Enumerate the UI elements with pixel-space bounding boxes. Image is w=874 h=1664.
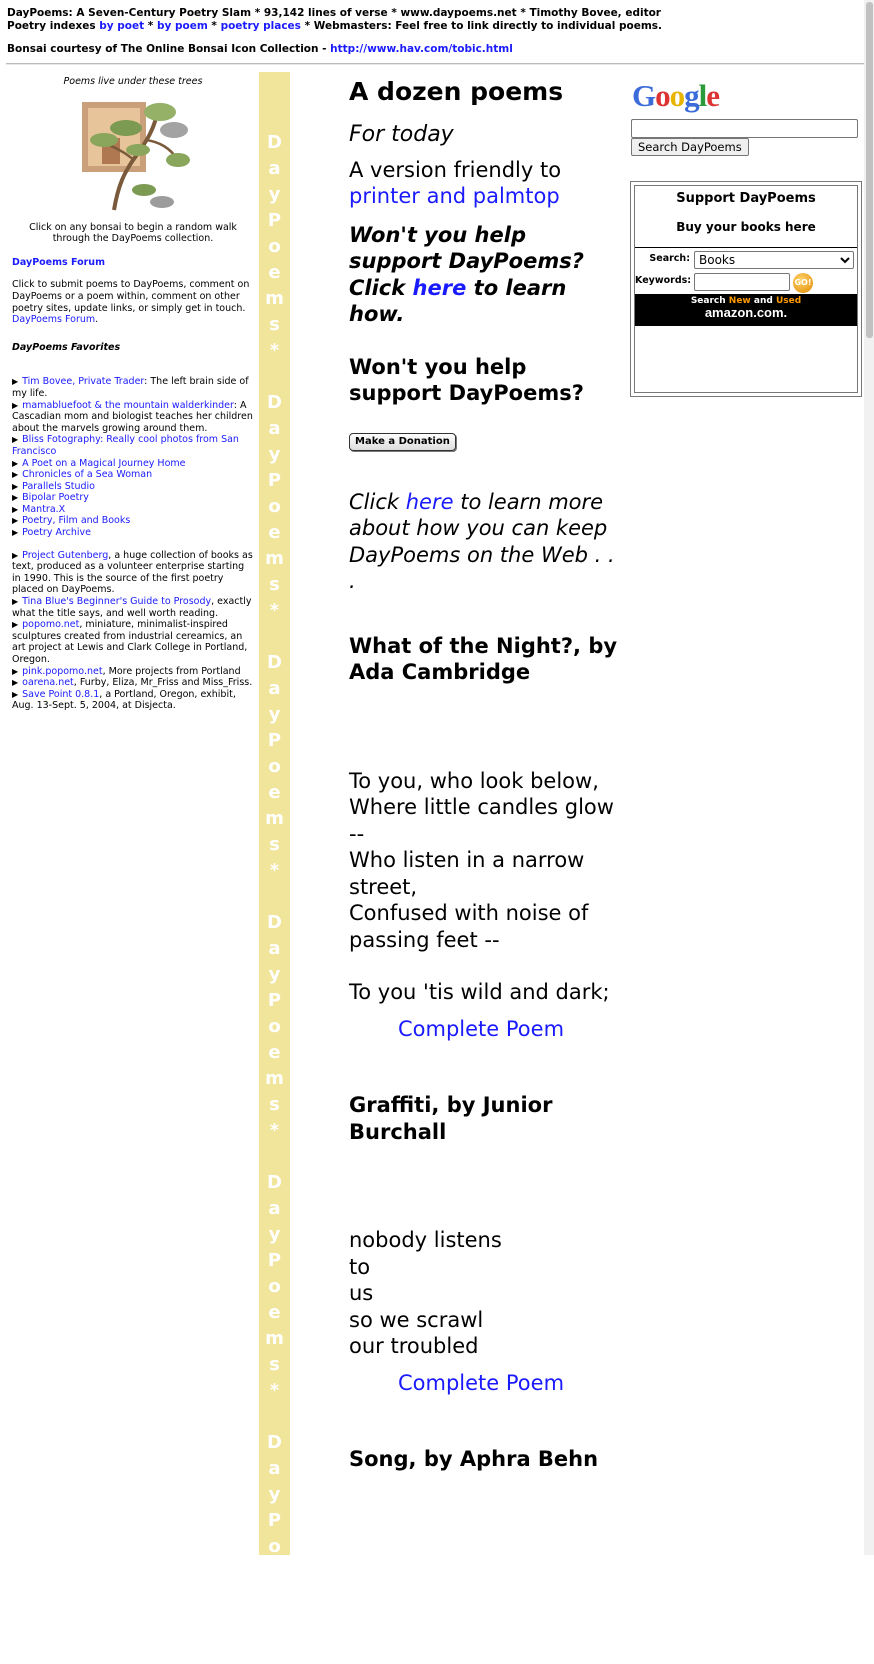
header-divider	[6, 63, 864, 65]
poem-line: To you 'tis wild and dark;	[349, 980, 610, 1004]
link-list-item	[12, 400, 254, 435]
sidebar-link-description: : A Cascadian mom and biologist teaches her children about the marvels growing around them.	[12, 399, 253, 434]
complete-poem-link[interactable]: Complete Poem	[398, 1016, 565, 1041]
complete-poem-link[interactable]: Complete Poem	[398, 1370, 565, 1395]
strip-letter: o	[268, 1016, 281, 1037]
bullet-arrow-icon: ▶	[12, 504, 19, 514]
bullet-arrow-icon: ▶	[12, 678, 19, 688]
strip-letter: D	[267, 1432, 282, 1453]
poem-line: Where little candles glow --	[349, 795, 614, 846]
index-by-poet-link[interactable]: by poet	[99, 19, 145, 32]
bullet-arrow-icon: ▶	[12, 481, 19, 491]
amazon-keywords-input[interactable]	[694, 273, 790, 291]
strip-letter: *	[269, 1640, 280, 1661]
bullet-arrow-icon: ▶	[12, 689, 19, 699]
link-list-item	[12, 492, 254, 504]
sidebar-link[interactable]: pink.popomo.net	[22, 665, 103, 677]
forum-description: Click to submit poems to DayPoems, comment on DayPoems or a poem within, comment on other poetry sites, update links, or simply get in touch. DayPoems Forum.	[12, 279, 250, 326]
strip-letter: e	[268, 1042, 281, 1063]
bonsai-credit-link[interactable]: http://www.hav.com/tobic.html	[330, 43, 513, 55]
strip-letter: o	[268, 496, 281, 517]
sidebar-link[interactable]: Mantra.X	[22, 503, 66, 515]
poem-title: Graffiti, by Junior Burchall	[349, 1093, 553, 1144]
support-learn-link[interactable]: here	[412, 275, 467, 300]
strip-letter: D	[267, 132, 282, 153]
poetry-indexes-line: Poetry indexes by poet * by poem * poetry places * Webmasters: Feel free to link directly to individual poems.	[7, 19, 663, 32]
bullet-arrow-icon: ▶	[12, 493, 19, 503]
bullet-arrow-icon: ▶	[12, 550, 19, 560]
poem-line: so we scrawl	[349, 1307, 484, 1332]
poem-line: Who listen in a narrow street,	[349, 848, 585, 899]
strip-letter: *	[269, 600, 280, 621]
link-list-item	[12, 469, 254, 481]
link-list-item	[12, 458, 254, 470]
poem-excerpt	[349, 979, 624, 1006]
strip-letter: e	[268, 1302, 281, 1323]
google-logo-letter: o	[655, 78, 670, 113]
bullet-arrow-icon: ▶	[12, 470, 19, 480]
poem-line: us	[349, 1281, 374, 1305]
strip-letter: m	[265, 1068, 284, 1089]
bullet-arrow-icon: ▶	[12, 516, 19, 526]
strip-letter: y	[268, 1224, 281, 1245]
sidebar-link-description: , More projects from Portland	[102, 665, 241, 677]
strip-letter: m	[265, 808, 284, 829]
strip-letter: o	[268, 1276, 281, 1297]
learn-more-text: Click here to learn more about how you can keep DayPoems on the Web . . .	[349, 489, 615, 593]
link-list-item	[12, 481, 254, 493]
support-heading: Won't you help support DayPoems?	[349, 354, 584, 405]
google-search-input[interactable]	[631, 119, 858, 138]
strip-letter: y	[268, 1484, 281, 1505]
strip-letter: a	[268, 1198, 281, 1219]
page-title: A dozen poems	[349, 77, 564, 106]
amazon-category-select[interactable]	[694, 251, 854, 269]
strip-letter: o	[268, 756, 281, 777]
strip-letter: e	[268, 262, 281, 283]
sidebar-link[interactable]: Poetry, Film and Books	[22, 515, 131, 527]
link-list-item	[12, 515, 254, 527]
strip-letter: s	[269, 574, 280, 595]
link-list-item	[12, 550, 254, 596]
left-sidebar	[12, 76, 254, 712]
strip-letter: s	[269, 1614, 280, 1635]
strip-letter: o	[268, 236, 281, 257]
bullet-arrow-icon: ▶	[12, 377, 19, 387]
poem-line: to	[349, 1254, 371, 1279]
page-header	[7, 7, 857, 56]
strip-letter: y	[268, 964, 281, 985]
strip-letter: e	[268, 522, 281, 543]
sidebar-link-description: : The left brain side of my life.	[12, 376, 249, 399]
site-tagline: DayPoems: A Seven-Century Poetry Slam * 93,142 lines of verse * www.daypoems.net * Timothy Bovee, editor	[7, 7, 661, 19]
favorites-heading: DayPoems Favorites	[12, 341, 121, 353]
index-by-poem-link[interactable]: by poem	[156, 19, 208, 32]
bonsai-credit: Bonsai courtesy of The Online Bonsai Icon Collection - http://www.hav.com/tobic.html	[7, 43, 513, 55]
strip-letter: y	[268, 184, 281, 205]
strip-letter: s	[269, 314, 280, 335]
poem-excerpt	[349, 768, 624, 954]
strip-letter: a	[268, 418, 281, 439]
strip-letter: *	[269, 1120, 280, 1141]
strip-letter: *	[269, 340, 280, 361]
amazon-widget-title: Support DayPoems	[676, 191, 816, 206]
sidebar-link[interactable]: A Poet on a Magical Journey Home	[22, 457, 186, 469]
poem-line: To you, who look below,	[349, 768, 599, 793]
amazon-banner[interactable]: Search New and Used amazon.com.	[635, 294, 857, 326]
strip-letter: a	[268, 938, 281, 959]
support-prompt: Won't you help support DayPoems? Click here to learn how.	[349, 222, 584, 326]
bonsai-note: Click on any bonsai to begin a random walk through the DayPoems collection.	[29, 221, 237, 245]
poem-title: What of the Night?, by Ada Cambridge	[349, 633, 618, 684]
bullet-arrow-icon: ▶	[12, 666, 19, 676]
strip-letter: P	[267, 1510, 282, 1531]
sidebar-link-description: , miniature, minimalist-inspired sculptures created from industrial cereamics, an art project at Lewis and Clark College in Portland, Oregon.	[12, 619, 248, 665]
poem-excerpt	[349, 1227, 624, 1360]
make-donation-button[interactable]: Make a Donation	[349, 433, 456, 451]
strip-letter: e	[268, 782, 281, 803]
strip-letter: s	[269, 1354, 280, 1375]
sidebar-link-description: , exactly what the title says, and well worth reading.	[12, 596, 252, 619]
learn-more-link[interactable]: here	[405, 489, 454, 514]
strip-letter: D	[267, 392, 282, 413]
bonsai-tree-image[interactable]	[74, 90, 192, 214]
google-logo	[632, 79, 732, 113]
poem-title: Song, by Aphra Behn	[349, 1447, 599, 1471]
strip-letter: D	[267, 652, 282, 673]
google-logo-letter: e	[706, 78, 720, 113]
strip-letter: D	[267, 1172, 282, 1193]
strip-letter: a	[268, 678, 281, 699]
sidebar-link[interactable]: Poetry Archive	[22, 527, 92, 539]
for-today-label: For today	[349, 122, 454, 147]
sidebar-link-description: , a huge collection of books as text, produced as a volunteer enterprise starting in 1990. This is the source of the first poetry placed on DayPoems.	[12, 549, 253, 596]
sidebar-link[interactable]: Save Point 0.8.1	[22, 688, 100, 700]
sidebar-link-description: , Furby, Eliza, Mr_Friss and Miss_Friss.	[73, 677, 253, 689]
sidebar-link[interactable]: popomo.net	[22, 619, 80, 631]
poem-line: nobody listens	[349, 1228, 502, 1252]
google-logo-letter: G	[632, 78, 656, 113]
poem-line: Confused with noise of passing feet --	[349, 901, 589, 952]
sidebar-link[interactable]: Tim Bovee, Private Trader	[22, 376, 145, 388]
link-list-item	[12, 434, 254, 457]
link-list-item	[12, 677, 254, 689]
google-logo-letter: o	[669, 78, 685, 113]
google-logo-letter: g	[684, 78, 699, 113]
printer-palmtop-link[interactable]: printer and palmtop	[349, 184, 560, 208]
strip-letter: P	[267, 210, 282, 231]
trees-caption: Poems live under these trees	[63, 76, 203, 87]
google-logo-letter: l	[698, 78, 707, 113]
strip-letter: D	[267, 912, 282, 933]
bullet-arrow-icon: ▶	[12, 597, 19, 607]
strip-letter: *	[269, 1380, 280, 1401]
link-list-item	[12, 596, 254, 619]
forum-heading-link[interactable]: DayPoems Forum	[12, 256, 105, 268]
strip-letter: P	[267, 1250, 282, 1271]
sidebar-link[interactable]: Bliss Fotography: Really cool photos from San Francisco	[12, 434, 239, 457]
strip-letter: P	[267, 470, 282, 491]
amazon-keywords-label: Keywords:	[635, 275, 692, 286]
link-list-item	[12, 527, 254, 539]
sidebar-link[interactable]: Project Gutenberg	[22, 549, 109, 561]
strip-letter: *	[269, 860, 280, 881]
sidebar-link[interactable]: Chronicles of a Sea Woman	[22, 469, 153, 481]
resources-list	[12, 550, 254, 712]
sidebar-link[interactable]: oarena.net	[22, 677, 74, 689]
sidebar-link[interactable]: Parallels Studio	[22, 480, 95, 492]
amazon-widget-subtitle: Buy your books here	[676, 220, 816, 234]
strip-letter: a	[268, 1458, 281, 1479]
sidebar-link[interactable]: mamabluefoot & the mountain walderkinder	[22, 399, 234, 411]
strip-letter: a	[268, 158, 281, 179]
bullet-arrow-icon: ▶	[12, 400, 19, 410]
amazon-search-label: Search:	[649, 253, 690, 264]
strip-letter: s	[269, 834, 280, 855]
favorites-list	[12, 376, 254, 538]
sidebar-link-description: , a Portland, Oregon, exhibit, Aug. 13-Sept. 5, 2004, at Disjecta.	[12, 688, 236, 712]
amazon-go-button[interactable]: GO!	[793, 273, 813, 293]
amazon-widget	[630, 181, 862, 397]
link-list-item	[12, 689, 254, 712]
amazon-search-form	[635, 247, 857, 326]
daypoems-vertical-strip	[259, 72, 290, 1661]
link-list-item	[12, 376, 254, 399]
strip-letter: P	[267, 730, 282, 751]
main-content	[349, 76, 624, 1473]
poem-line: our troubled	[349, 1334, 479, 1358]
bullet-arrow-icon: ▶	[12, 458, 19, 468]
strip-letter: s	[269, 1094, 280, 1115]
strip-letter: m	[265, 1588, 284, 1609]
bullet-arrow-icon: ▶	[12, 620, 19, 630]
sidebar-link[interactable]: Tina Blue's Beginner's Guide to Prosody	[22, 596, 212, 608]
sidebar-link[interactable]: Bipolar Poetry	[22, 492, 89, 504]
bullet-arrow-icon: ▶	[12, 528, 19, 538]
search-daypoems-button[interactable]: Search DayPoems	[631, 138, 749, 156]
strip-letter: P	[267, 990, 282, 1011]
link-list-item	[12, 504, 254, 516]
amazon-logo: amazon.com.	[704, 305, 788, 320]
strip-letter: o	[268, 1536, 281, 1557]
strip-letter: e	[268, 1562, 281, 1583]
forum-link[interactable]: DayPoems Forum	[12, 314, 96, 326]
strip-letter: m	[265, 548, 284, 569]
link-list-item	[12, 619, 254, 665]
bullet-arrow-icon: ▶	[12, 435, 19, 445]
poetry-places-link[interactable]: poetry places	[220, 19, 301, 32]
strip-letter: y	[268, 444, 281, 465]
scrollbar-thumb[interactable]	[866, 2, 873, 338]
strip-letter: y	[268, 704, 281, 725]
link-list-item	[12, 666, 254, 678]
strip-letter: m	[265, 288, 284, 309]
strip-letter: m	[265, 1328, 284, 1349]
webmasters-note: Webmasters: Feel free to link directly to individual poems.	[313, 19, 663, 32]
version-line: A version friendly to printer and palmtop	[349, 157, 562, 208]
